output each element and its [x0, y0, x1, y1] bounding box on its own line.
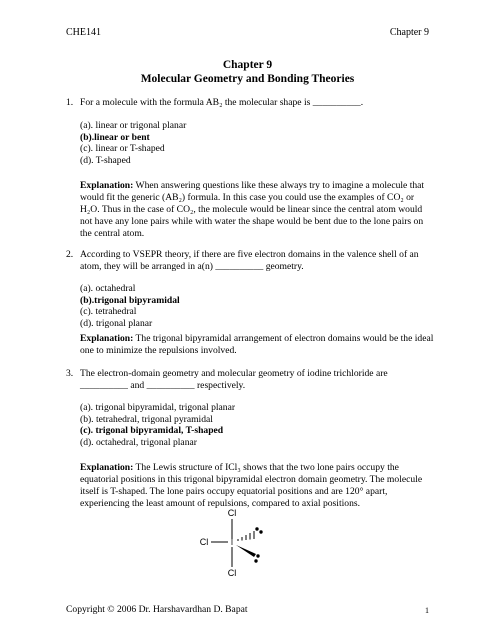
option-c: (c). tetrahedral: [80, 306, 137, 318]
option-c: (c). linear or T-shaped: [80, 143, 165, 155]
chapter-heading: Chapter 9: [222, 59, 273, 71]
lone-pair-solid-wedge: [236, 545, 256, 557]
option-a: (a). octahedral: [80, 283, 136, 294]
options-list: [80, 402, 235, 448]
explanation-1: [80, 180, 436, 240]
question-3: [66, 368, 436, 392]
option-b-answer: (b).linear or bent: [80, 131, 150, 143]
option-b: (b). tetrahedral, trigonal pyramidal: [80, 413, 213, 425]
option-c-answer: (c). trigonal bipyramidal, T-shaped: [80, 425, 224, 437]
question-number: 1.: [66, 97, 74, 108]
page-number: 1: [425, 606, 429, 615]
option-d: (d). octahedral, trigonal planar: [80, 436, 197, 448]
explanation-label: Explanation:: [80, 333, 134, 344]
option-b-answer: (b).trigonal bipyramidal: [80, 294, 180, 306]
question-text: According to VSEPR theory, if there are five electron domains in the valence shell of an atom, they will be arranged in a(n) __________ geometry.: [80, 249, 419, 272]
icl3-structure-diagram: [190, 505, 280, 581]
atom-cl-bottom: Cl: [227, 568, 237, 578]
page-title: Molecular Geometry and Bonding Theories: [140, 73, 355, 85]
question-text: For a molecule with the formula AB₂ the molecular shape is __________.: [80, 97, 364, 108]
copyright-text: Copyright © 2006 Dr. Harshavardhan D. Bapat: [66, 604, 248, 615]
question-number: 2.: [66, 249, 74, 260]
chapter-label: Chapter 9: [389, 27, 429, 38]
option-d: (d). trigonal planar: [80, 317, 153, 329]
options-list: [80, 120, 186, 166]
option-a: (a). trigonal bipyramidal, trigonal planar: [80, 402, 236, 413]
question-1: [66, 97, 436, 109]
question-2: [66, 249, 436, 273]
explanation-2: [80, 333, 436, 357]
explanation-label: Explanation:: [80, 462, 134, 473]
explanation-label: Explanation:: [80, 180, 134, 191]
course-code: CHE141: [66, 27, 101, 38]
question-number: 3.: [66, 368, 74, 379]
atom-cl-left: Cl: [199, 537, 209, 547]
explanation-text: When answering questions like these always try to imagine a molecule that would fit the generic (AB₂) formula. In this case you could use the examples of CO₂ or H₂O. Thus in the case of CO₂, the molecule would be linear since the central atom would not have any lone pairs while with water the shape would be bent due to the lone pairs on the central atom.: [80, 180, 425, 239]
question-text: The electron-domain geometry and molecular geometry of iodine trichloride are __________ and __________ respectively.: [80, 368, 388, 391]
lone-pair-dashed-wedge: [238, 531, 254, 541]
option-a: (a). linear or trigonal planar: [80, 120, 187, 131]
lone-pair-upper: [255, 527, 262, 533]
option-d: (d). T-shaped: [80, 154, 131, 166]
options-list: [80, 283, 180, 329]
lone-pair-lower: [254, 554, 259, 562]
explanation-text: The Lewis structure of ICl₃ shows that the two lone pairs occupy the equatorial positions in this trigonal bipyramidal electron domain geometry. The molecule itself is T-shaped. The lone pairs occupy equatorial positions and are 120° apart, experiencing the least amount of repulsions, compared to axial positions.: [80, 462, 423, 509]
atom-cl-top: Cl: [227, 508, 237, 518]
explanation-3: [80, 462, 436, 510]
atom-i-center: I: [230, 538, 234, 547]
explanation-text: The trigonal bipyramidal arrangement of electron domains would be the ideal one to minimize the repulsions involved.: [80, 333, 434, 356]
